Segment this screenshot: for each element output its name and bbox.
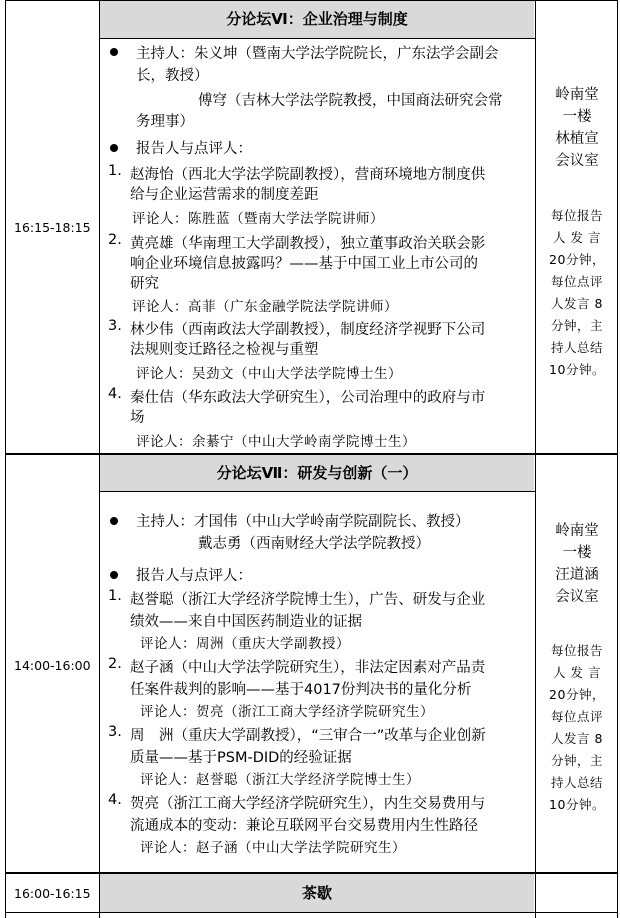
note-line: 人 发 言 — [553, 230, 601, 245]
bullet-icon — [110, 48, 118, 56]
location-line: 林植宣 — [555, 131, 599, 147]
location-line: 岭南堂 — [555, 87, 599, 103]
session6-item-2-commenter: 评论人：高菲（广东金融学院法学院讲师） — [132, 299, 398, 315]
session6-item-4-line-2: 场 — [130, 410, 145, 426]
session6-cohost-2: 务理事） — [136, 114, 194, 130]
session6-note — [536, 205, 618, 381]
session6-item-1-line-2: 给与企业运营需求的制度差距 — [130, 187, 319, 203]
session7-cohost: 戴志勇（西南财经大学法学院教授） — [198, 536, 430, 552]
session7-host: 主持人：才国伟（中山大学岭南学院副院长、教授） — [136, 514, 470, 530]
location-line: 一楼 — [562, 109, 592, 125]
session6-item-3-num: 3. — [108, 318, 122, 334]
session7-reporters-label: 报告人与点评人： — [136, 568, 252, 584]
session7-item-1-line-1: 赵誉聪（浙江大学经济学院博士生），广告、研发与企业 — [130, 592, 486, 608]
note-line: 每位报告 — [550, 208, 603, 223]
session6-item-4-num: 4. — [108, 386, 122, 402]
location-line: 一楼 — [562, 545, 592, 561]
session6-item-1-line-1: 赵海怡（西北大学法学院副教授），营商环境地方制度供 — [130, 167, 486, 183]
session6-host: 主持人：朱义坤（暨南大学法学院院长，广东法学会副会 — [136, 46, 499, 62]
session7-item-2-line-2: 任案件裁判的影响——基于4017份判决书的量化分析 — [130, 682, 472, 698]
break-time: 16:00-16:15 — [14, 886, 91, 901]
note-line: 10分钟。 — [549, 797, 605, 812]
note-line: 分钟，主 — [550, 318, 603, 333]
note-line: 人发言 8 — [551, 296, 603, 311]
session7-item-4-num: 4. — [108, 792, 122, 808]
session6-title: 分论坛Ⅵ：企业治理与制度 — [100, 1, 534, 38]
session6-time: 16:15-18:15 — [14, 220, 91, 235]
note-line: 20分钟， — [549, 687, 605, 702]
note-line: 分钟，主 — [550, 753, 603, 768]
note-line: 10分钟。 — [549, 362, 605, 377]
note-line: 每位点评 — [550, 709, 603, 724]
session7-item-4-line-1: 贺亮（浙江工商大学经济学院研究生），内生交易费用与 — [130, 796, 486, 812]
location-line: 汪道涵 — [555, 567, 599, 583]
session7-item-2-line-1: 赵子涵（中山大学法学院研究生），非法定因素对产品责 — [130, 660, 486, 676]
session7-item-4-commenter: 评论人：赵子涵（中山大学法学院研究生） — [140, 840, 406, 856]
session7-item-4-line-2: 流通成本的变动：兼论互联网平台交易费用内生性路径 — [130, 818, 478, 834]
session7-item-3-num: 3. — [108, 724, 122, 740]
table-border-bottom — [5, 912, 618, 913]
session7-item-1-line-2: 绩效——来自中国医药制造业的证据 — [130, 614, 362, 630]
session7-item-2-num: 2. — [108, 656, 122, 672]
bullet-icon — [110, 144, 118, 152]
session7-item-3-commenter: 评论人：赵誉聪（浙江大学经济学院博士生） — [140, 772, 420, 788]
location-line: 岭南堂 — [555, 523, 599, 539]
session6-header-divider — [99, 38, 536, 39]
session7-title: 分论坛Ⅶ：研发与创新（一） — [100, 455, 534, 491]
bullet-icon — [110, 517, 118, 525]
note-line: 人 发 言 — [553, 665, 601, 680]
table-border-left — [5, 0, 6, 918]
session6-item-2-line-2: 响企业环境信息披露吗？——基于中国工业上市公司的 — [130, 256, 478, 272]
session6-item-4-commenter: 评论人：余綦宁（中山大学岭南学院博士生） — [136, 434, 416, 450]
session6-cohost-1: 傅穹（吉林大学法学院教授，中国商法研究会常 — [198, 93, 503, 109]
note-line: 人发言 8 — [551, 731, 603, 746]
session6-host-cont: 长，教授） — [136, 68, 209, 84]
session6-item-1-commenter: 评论人：陈胜蓝（暨南大学法学院讲师） — [132, 211, 384, 227]
break-label: 茶歇 — [100, 874, 534, 912]
session6-item-2-line-3: 研究 — [130, 276, 159, 292]
session7-location — [536, 520, 618, 608]
session7-item-3-line-2: 质量——基于PSM-DID的经验证据 — [130, 750, 352, 766]
session6-reporters-label: 报告人与点评人： — [136, 141, 252, 157]
session6-item-4-line-1: 秦仕佶（华东政法大学研究生），公司治理中的政府与市 — [130, 390, 486, 406]
session7-item-3-line-1: 周 洲（重庆大学副教授），“三审合一”改革与企业创新 — [130, 728, 486, 744]
note-line: 20分钟， — [549, 252, 605, 267]
session7-item-1-num: 1. — [108, 588, 122, 604]
session6-item-1-num: 1. — [108, 163, 122, 179]
session7-item-2-commenter: 评论人：贺亮（浙江工商大学经济学院研究生） — [140, 704, 434, 720]
session7-header-divider — [99, 491, 536, 492]
session7-note — [536, 640, 618, 816]
session7-item-1-commenter: 评论人：周洲（重庆大学副教授） — [140, 636, 350, 652]
location-line: 会议室 — [555, 153, 599, 169]
session6-item-3-line-2: 法规则变迁路径之检视与重塑 — [130, 342, 319, 358]
session6-item-3-commenter: 评论人：吴劲文（中山大学法学院博士生） — [136, 366, 402, 382]
session7-time: 14:00-16:00 — [14, 658, 91, 673]
session6-location — [536, 84, 618, 172]
session6-item-3-line-1: 林少伟（西南政法大学副教授），制度经济学视野下公司 — [130, 322, 486, 338]
location-line: 会议室 — [555, 589, 599, 605]
note-line: 每位点评 — [550, 274, 603, 289]
note-line: 持人总结 — [550, 340, 603, 355]
note-line: 每位报告 — [550, 643, 603, 658]
note-line: 持人总结 — [550, 775, 603, 790]
session6-item-2-num: 2. — [108, 232, 122, 248]
bullet-icon — [110, 571, 118, 579]
session6-item-2-line-1: 黄亮雄（华南理工大学副教授），独立董事政治关联会影 — [130, 236, 486, 252]
